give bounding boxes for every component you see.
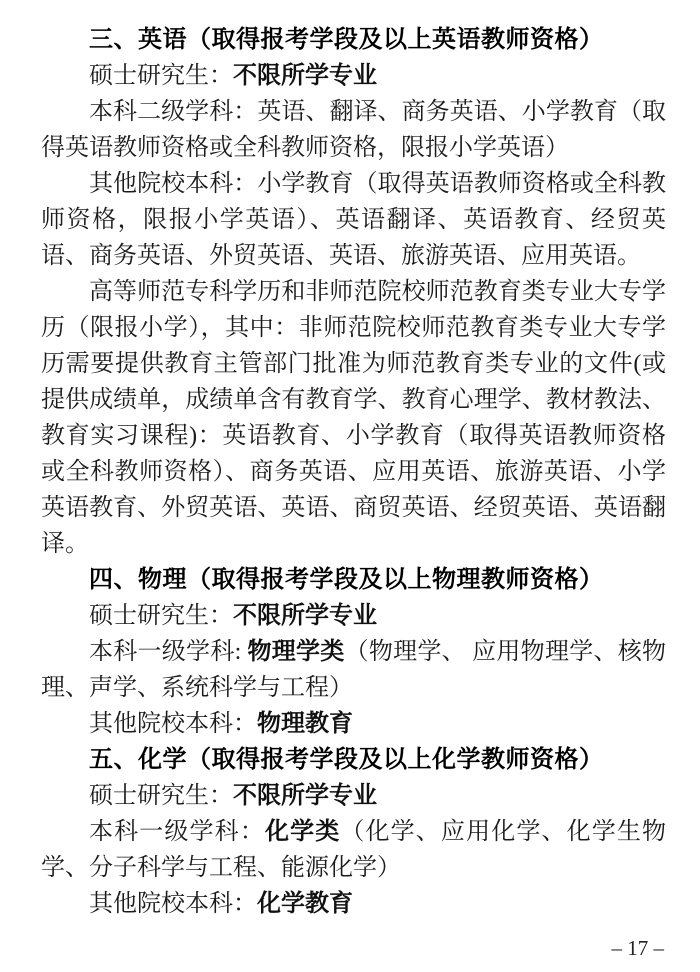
paragraph-text: （物理学、 应用物理学、核物理、声学、系统科学与工程） xyxy=(41,639,667,701)
paragraph xyxy=(41,886,666,922)
section-heading: 四、物理（取得报考学段及以上物理教师资格） xyxy=(89,566,604,593)
paragraph-value: 不限所学专业 xyxy=(233,783,377,809)
paragraph xyxy=(41,634,666,706)
paragraph-text: 英语、翻译、商务英语、小学教育（取得英语教师资格或全科教师资格，限报小学英语） xyxy=(41,99,667,161)
section-english xyxy=(41,22,666,562)
paragraph xyxy=(41,274,666,562)
paragraph-value: 化学类 xyxy=(264,819,341,845)
paragraph-text: 高等师范专科学历和非师范院校师范教育类专业大专学历（限报小学），其中：非师范院校师范教育类专业大专学历需要提供教育主管部门批准为师范教育类专业的文件(或提供成绩单，成绩单含有教育学、教育心理学、教材教法、教育实习课程)：英语教育、小学教育（取得英语教师资格或全科教师资格）、商务英语、应用英语、旅游英语、小学英语教育、外贸英语、英语、商贸英语、经贸英语、英语翻译。 xyxy=(41,279,666,557)
page-number: – 17 – xyxy=(611,936,664,960)
paragraph-value: 不限所学专业 xyxy=(233,603,377,629)
paragraph xyxy=(41,778,666,814)
section-chemistry xyxy=(41,742,666,922)
paragraph-label: 硕士研究生： xyxy=(89,63,233,89)
paragraph-label: 硕士研究生： xyxy=(89,783,233,809)
paragraph xyxy=(41,94,666,166)
paragraph-value: 化学教育 xyxy=(257,891,353,917)
paragraph-label: 其他院校本科： xyxy=(89,171,258,197)
paragraph-text: （化学、应用化学、化学生物学、分子科学与工程、能源化学） xyxy=(41,819,667,881)
paragraph-label: 本科一级学科： xyxy=(89,819,265,845)
document-body xyxy=(41,22,666,922)
paragraph xyxy=(41,706,666,742)
section-physics xyxy=(41,562,666,742)
paragraph-label: 其他院校本科： xyxy=(89,891,257,917)
page-footer xyxy=(612,936,665,960)
paragraph-label: 其他院校本科： xyxy=(89,711,257,737)
paragraph xyxy=(41,58,666,94)
section-heading: 三、英语（取得报考学段及以上英语教师资格） xyxy=(89,26,604,53)
paragraph-text: 小学教育（取得英语教师资格或全科教师资格，限报小学英语）、英语翻译、英语教育、经贸英语、商务英语、外贸英语、英语、旅游英语、应用英语。 xyxy=(41,171,667,269)
paragraph-label: 本科一级学科: xyxy=(89,639,248,665)
paragraph-value: 物理学类 xyxy=(247,639,345,665)
section-heading: 五、化学（取得报考学段及以上化学教师资格） xyxy=(89,746,604,773)
paragraph xyxy=(41,598,666,634)
paragraph-value: 不限所学专业 xyxy=(233,63,377,89)
paragraph-value: 物理教育 xyxy=(257,711,353,737)
paragraph xyxy=(41,814,666,886)
paragraph-label: 本科二级学科： xyxy=(89,99,258,125)
paragraph-label: 硕士研究生： xyxy=(89,603,233,629)
paragraph xyxy=(41,166,666,274)
